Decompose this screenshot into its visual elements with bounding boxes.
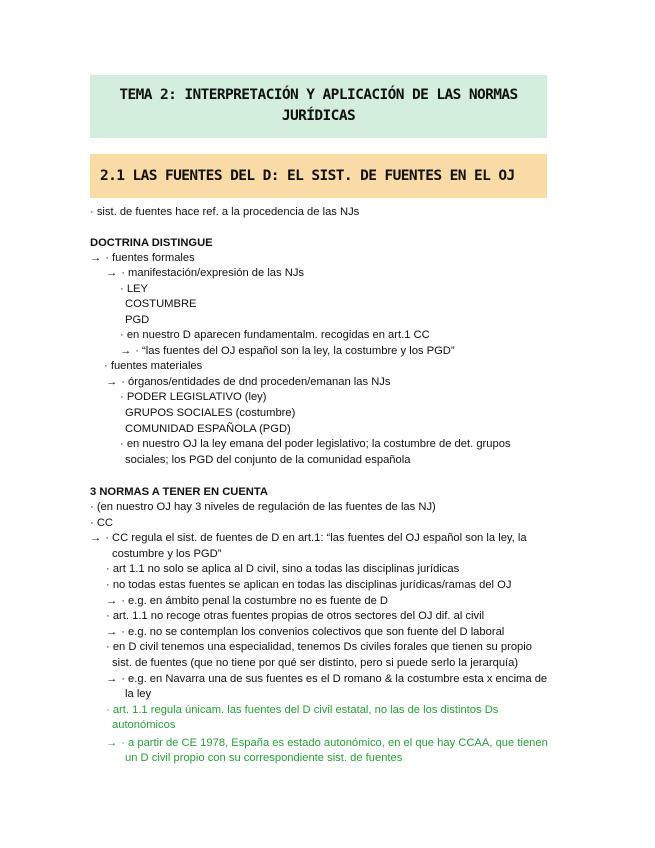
body-line: PGD (125, 314, 150, 326)
body-line: · LEY (120, 283, 148, 295)
arrow-icon: → (106, 595, 118, 607)
body-line: · en nuestro OJ la ley emana del poder legislativo; la costumbre de det. grupos (120, 438, 511, 450)
body-line: → · e.g. en Navarra una de sus fuentes es el D romano & la costumbre esta x encima de (106, 673, 548, 685)
section-heading: 2.1 LAS FUENTES DEL D: EL SIST. DE FUENTES EN EL OJ (90, 154, 547, 198)
body-line: · en nuestro D aparecen fundamentalm. recogidas en art.1 CC (120, 329, 430, 341)
body-line: sociales; los PGD del conjunto de la comunidad española (125, 454, 411, 466)
body-line: → · e.g. no se contemplan los convenios colectivos que son fuente del D laboral (106, 626, 505, 638)
body-line: → · “las fuentes del OJ español son la ley, la costumbre y los PGD” (120, 345, 455, 357)
arrow-icon: → (106, 737, 118, 749)
body-line: → · órganos/entidades de dnd proceden/emanan las NJs (106, 376, 391, 388)
body-line-green: autonómicos (112, 719, 176, 731)
arrow-icon: → (106, 267, 118, 279)
body-line: · sist. de fuentes hace ref. a la procedencia de las NJs (90, 206, 360, 218)
body-line: → · fuentes formales (90, 252, 195, 264)
body-line: · art 1.1 no solo se aplica al D civil, sino a todas las disciplinas jurídicas (106, 563, 460, 575)
body-line: COSTUMBRE (125, 298, 197, 310)
body-heading: DOCTRINA DISTINGUE (90, 237, 213, 249)
body-line-green: → · a partir de CE 1978, España es estado autonómico, en el que hay CCAA, que tienen (106, 737, 548, 749)
body-line: → · e.g. en ámbito penal la costumbre no es fuente de D (106, 595, 388, 607)
body-line-green: un D civil propio con su correspondiente sist. de fuentes (125, 752, 403, 764)
body-line: · art. 1.1 no recoge otras fuentes propias de otros sectores del OJ dif. al civil (106, 610, 485, 622)
body-line: → · CC regula el sist. de fuentes de D en art.1: “las fuentes del OJ español son la ley, la (90, 532, 527, 544)
arrow-icon: → (120, 345, 132, 357)
body-line-green: · art. 1.1 regula únicam. las fuentes del D civil estatal, no las de los distintos Ds (106, 704, 499, 716)
body-line: la ley (125, 688, 152, 700)
body-line: · no todas estas fuentes se aplican en todas las disciplinas jurídicas/ramas del OJ (106, 579, 512, 591)
body-line: · PODER LEGISLATIVO (ley) (120, 391, 267, 403)
document-title: TEMA 2: INTERPRETACIÓN Y APLICACIÓN DE LAS NORMAS JURÍDICAS (90, 75, 547, 138)
body-line: · (en nuestro OJ hay 3 niveles de regulación de las fuentes de las NJ) (90, 501, 436, 513)
arrow-icon: → (106, 673, 118, 685)
body-line: COMUNIDAD ESPAÑOLA (PGD) (125, 423, 291, 435)
body-line: · fuentes materiales (104, 360, 203, 372)
body-line: costumbre y los PGD” (112, 548, 222, 560)
body-line: sist. de fuentes (que no tiene por qué ser distinto, pero si puede serlo la jerarquía) (112, 657, 519, 669)
body-line: · en D civil tenemos una especialidad, tenemos Ds civiles forales que tienen su propio (106, 641, 532, 653)
arrow-icon: → (90, 532, 102, 544)
arrow-icon: → (106, 626, 118, 638)
body-heading: 3 NORMAS A TENER EN CUENTA (90, 486, 268, 498)
body-line: · CC (90, 517, 113, 529)
body-line: GRUPOS SOCIALES (costumbre) (125, 407, 296, 419)
body-line: → · manifestación/expresión de las NJs (106, 267, 305, 279)
arrow-icon: → (90, 252, 102, 264)
arrow-icon: → (106, 376, 118, 388)
